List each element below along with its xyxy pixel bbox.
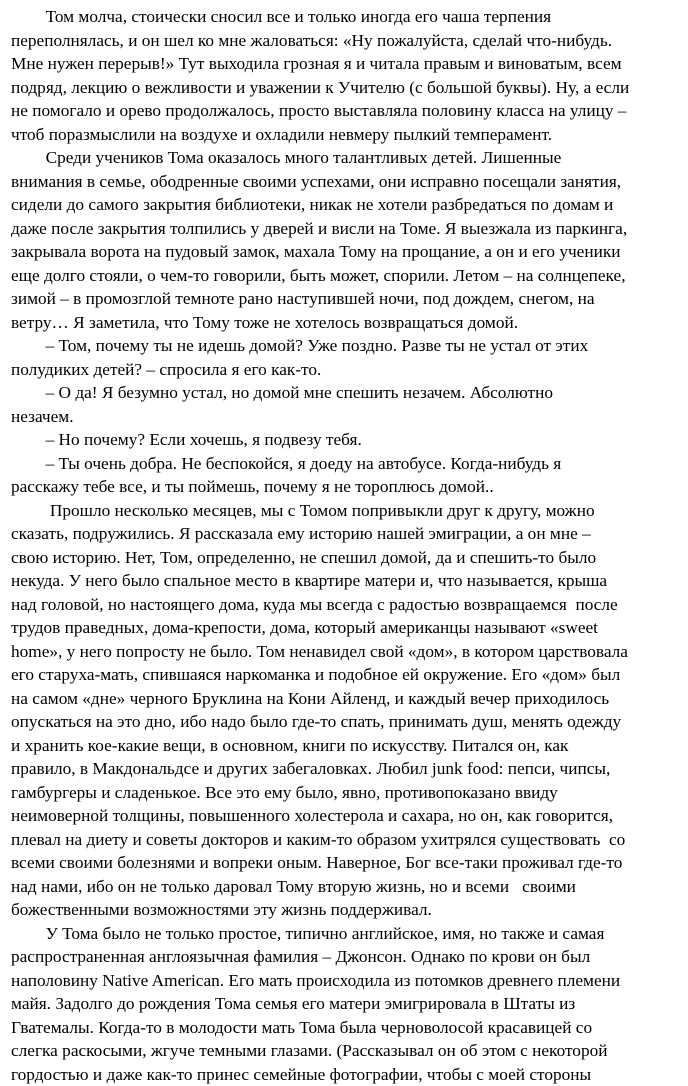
text-line: сидели до самого закрытия библиотеки, никак не хотели разбредаться по домам и (11, 193, 677, 217)
text-line: гамбургеры и сладенькое. Все это ему было, явно, противопоказано ввиду (11, 781, 677, 805)
paragraph (11, 452, 677, 499)
text-line: У Тома было не только простое, типично английское, имя, но также и самая (11, 922, 677, 946)
paragraph (11, 428, 677, 452)
text-line: слегка раскосыми, жгуче темными глазами. (Рассказывал он об этом с некоторой (11, 1039, 677, 1063)
text-line: плевал на диету и советы докторов и каким-то образом ухитрялся существовать со (11, 828, 677, 852)
text-line: гордостью и даже как-то принес семейные фотографии, чтобы с моей стороны (11, 1063, 677, 1086)
text-line: еще долго стояли, о чем-то говорили, быть может, спорили. Летом – на солнцепеке, (11, 264, 677, 288)
text-line: Среди учеников Тома оказалось много талантливых детей. Лишенные (11, 146, 677, 170)
text-line: даже после закрытия толпились у дверей и висли на Томе. Я выезжала из паркинга, (11, 217, 677, 241)
text-line: не помогало и орево продолжалось, просто выставляла половину класса на улицу – (11, 99, 677, 123)
text-line: наполовину Native American. Его мать происходила из потомков древнего племени (11, 969, 677, 993)
paragraph (11, 334, 677, 381)
text-line: его старуха-мать, спившаяся наркоманка и подобное ей окружение. Его «дом» был (11, 663, 677, 687)
text-line: расскажу тебе все, и ты поймешь, почему я не тороплюсь домой.. (11, 475, 677, 499)
text-line: правило, в Макдональдсе и других забегаловках. Любил junk food: пепси, чипсы, (11, 757, 677, 781)
document-text (11, 5, 677, 1086)
text-line: зимой – в промозглой темноте рано наступившей ночи, под дождем, снегом, на (11, 287, 677, 311)
text-line: распространенная англоязычная фамилия – Джонсон. Однако по крови он был (11, 945, 677, 969)
text-line: майя. Задолго до рождения Тома семья его матери эмигрировала в Штаты из (11, 992, 677, 1016)
paragraph (11, 381, 677, 428)
text-line: всеми своими болезнями и вопреки оным. Наверное, Бог все-таки проживал где-то (11, 851, 677, 875)
text-line: – Том, почему ты не идешь домой? Уже поздно. Разве ты не устал от этих (11, 334, 677, 358)
text-line: подряд, лекцию о вежливости и уважении к Учителю (с большой буквы). Ну, а если (11, 76, 677, 100)
text-line: полудиких детей? – спросила я его как-то. (11, 358, 677, 382)
text-line: – Ты очень добра. Не беспокойся, я доеду на автобусе. Когда-нибудь я (11, 452, 677, 476)
text-line: Мне нужен перерыв!» Тут выходила грозная я и читала правым и виноватым, всем (11, 52, 677, 76)
text-line: чтоб поразмыслили на воздухе и охладили невмеру пылкий темперамент. (11, 123, 677, 147)
text-line: над головой, но настоящего дома, куда мы всегда с радостью возвращаемся после (11, 593, 677, 617)
text-line: опускаться на это дно, ибо надо было где-то спать, принимать душ, менять одежду (11, 710, 677, 734)
text-line: переполнялась, и он шел ко мне жаловаться: «Ну пожалуйста, сделай что-нибудь. (11, 29, 677, 53)
text-line: неимоверной толщины, повышенного холестерола и сахара, но он, как говорится, (11, 804, 677, 828)
text-line: на самом «дне» черного Бруклина на Кони Айленд, и каждый вечер приходилось (11, 687, 677, 711)
text-line: божественными возможностями эту жизнь поддерживал. (11, 898, 677, 922)
text-line: некуда. У него было спальное место в квартире матери и, что называется, крыша (11, 569, 677, 593)
paragraph (11, 922, 677, 1086)
text-line: – О да! Я безумно устал, но домой мне спешить незачем. Абсолютно (11, 381, 677, 405)
text-line: закрывала ворота на пудовый замок, махала Тому на прощание, а он и его ученики (11, 240, 677, 264)
text-line: внимания в семье, ободренные своими успехами, они исправно посещали занятия, (11, 170, 677, 194)
text-line: Гватемалы. Когда-то в молодости мать Тома была черноволосой красавицей со (11, 1016, 677, 1040)
text-line: – Но почему? Если хочешь, я подвезу тебя. (11, 428, 677, 452)
text-line: home», у него попросту не было. Том ненавидел свой «дом», в котором царствовала (11, 640, 677, 664)
text-line: незачем. (11, 405, 677, 429)
text-line: Прошло несколько месяцев, мы с Томом попривыкли друг к другу, можно (11, 499, 677, 523)
paragraph (11, 499, 677, 922)
text-line: сказать, подружились. Я рассказала ему историю нашей эмиграции, а он мне – (11, 522, 677, 546)
text-line: и хранить кое-какие вещи, в основном, книги по искусству. Питался он, как (11, 734, 677, 758)
text-line: Том молча, стоически сносил все и только иногда его чаша терпения (11, 5, 677, 29)
text-line: ветру… Я заметила, что Тому тоже не хотелось возвращаться домой. (11, 311, 677, 335)
paragraph (11, 5, 677, 146)
text-line: свою историю. Нет, Том, определенно, не спешил домой, да и спешить-то было (11, 546, 677, 570)
text-line: трудов праведных, дома-крепости, дома, который американцы называют «sweet (11, 616, 677, 640)
paragraph (11, 146, 677, 334)
text-line: над нами, ибо он не только даровал Тому вторую жизнь, но и всеми своими (11, 875, 677, 899)
